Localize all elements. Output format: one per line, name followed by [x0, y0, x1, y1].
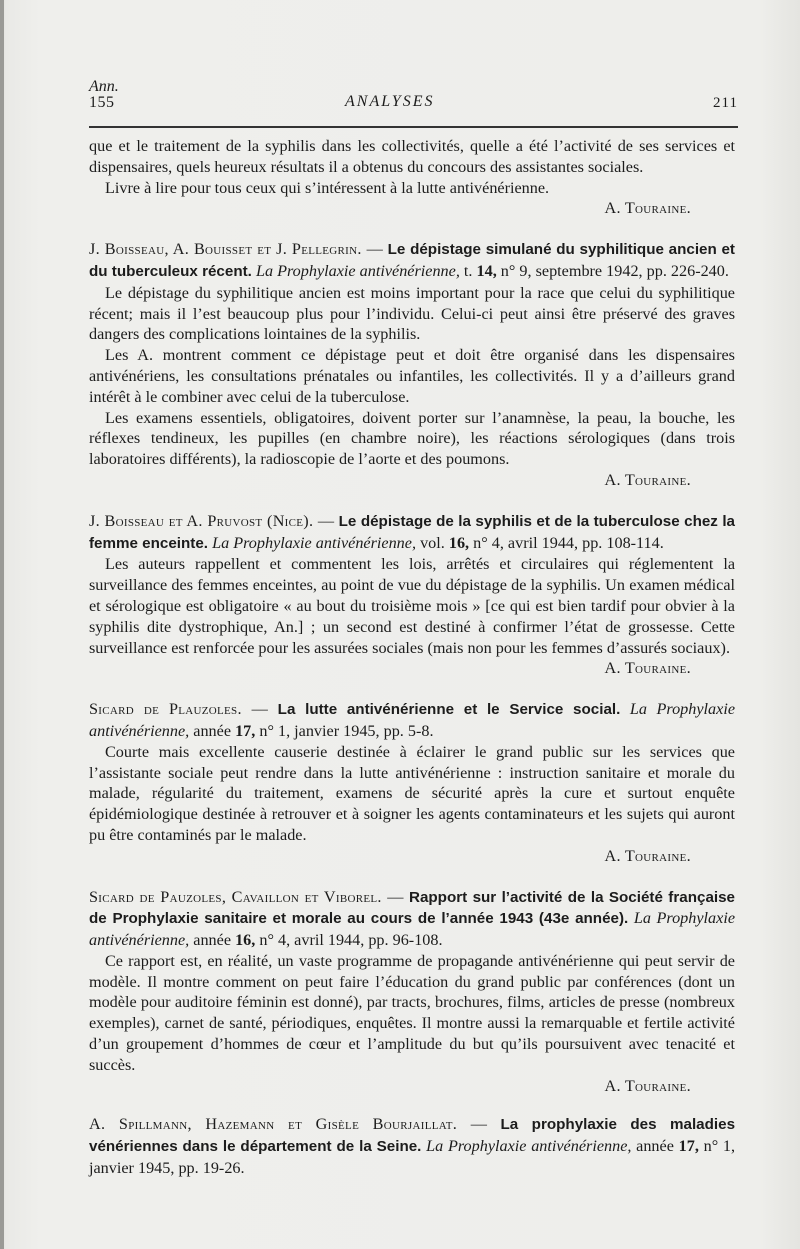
journal-name: La Prophylaxie antivénérienne, [255, 261, 460, 280]
review-paragraph: Courte mais excellente causerie destinée à éclairer le grand public sur les services que l’assistante sociale peut rendre dans la lutte antivénérienne : instruction sanitaire et morale du malade, régularité du traitement, examens de sécurité après la cure et surtout enquête épidémiologique destinée à retrouver et à soigner les agents contaminateurs et les sujets qui auront pu être contaminés par le malade. [89, 742, 735, 844]
intro-closing: Livre à lire pour tous ceux qui s’intéressent à la lutte antivénérienne. [105, 178, 550, 197]
volume-prefix: année [636, 1137, 674, 1156]
volume-number: 155 [89, 94, 115, 111]
review-paragraph: Les auteurs rappellent et commentent les lois, arrêtés et circulaires qui réglementent la surveillance des femmes enceintes, au point de vue du dépistage de la syphilis. Un examen médical et sérologique est obligatoire « au bout du troisième mois » [ce qui est bien tardif pour obvier à la syphilis dite dystrophique, An.] ; un second est destiné à confirmer l’état de grossesse. Cette surveillance est renforcée pour les assurées sociales (mais non pour les femmes d’assurés sociaux). [89, 555, 735, 657]
article-authors: Sicard de Plauzoles. — [89, 700, 269, 719]
volume-prefix: année [193, 931, 232, 950]
review-article [89, 699, 735, 866]
page-body [89, 136, 735, 1179]
review-paragraph: Ce rapport est, en réalité, un vaste programme de propagande antivénérienne qui peut servir de modèle. Il montre comment on peut faire l’éducation du grand public par conférences (dont un modèle pour auditoire féminin est donné), par tracts, brochures, films, articles de presse (nombreux exemples), carnet de santé, périodiques, enquêtes. Il montre aussi la remarquable et fertile activité d’un groupement d’hommes de cœur et l’amplitude du but qu’ils poursuivent avec tenacité et succès. [89, 951, 735, 1074]
intro-review-tail [89, 136, 735, 219]
volume-number: 17, [678, 1137, 699, 1156]
issue-details: n° 4, avril 1944, pp. 96-108. [259, 931, 443, 950]
volume-prefix: vol. [420, 533, 445, 552]
issue-details: n° 4, avril 1944, pp. 108-114. [473, 533, 664, 552]
review-article [89, 239, 735, 491]
page-number: 211 [713, 95, 738, 111]
review-paragraph: Les examens essentiels, obligatoires, doivent porter sur l’anamnèse, la peau, la bouche, les réflexes tendineux, les pupilles (en chambre noire), les réactions sérologiques (dans trois laboratoires différents), la radioscopie de l’aorte et des poumons. [89, 408, 735, 469]
review-article [89, 887, 735, 1097]
header-rule [89, 126, 738, 128]
review-paragraph: Le dépistage du syphilitique ancien est moins important pour la race que celui du syphilitique récent; mais il l’est beaucoup plus pour l’individu. Celui-ci peut ainsi être préservé des graves dangers des complications lointaines de la syphilis. [89, 283, 735, 344]
article-title: Le dépistage de la syphilis et de la tuberculose chez la femme enceinte. [89, 512, 735, 552]
article-authors: J. Boisseau et A. Pruvost (Nice). — [89, 511, 335, 530]
journal-name: La Prophylaxie antivénérienne, [212, 533, 417, 552]
intro-paragraph: que et le traitement de la syphilis dans les collectivités, quelle a été l’activité de ses services et dispensaires, quels heureux résultats il a obtenus du concours des assistantes sociales. [89, 137, 735, 176]
volume-number: 16, [235, 931, 256, 950]
article-authors: J. Boisseau, A. Bouisset et J. Pellegrin. — [89, 240, 384, 259]
article-reference [89, 699, 735, 742]
issue-details: n° 1, janvier 1945, pp. 5-8. [259, 721, 434, 740]
volume-number: 17, [235, 721, 256, 740]
volume-number: 14, [476, 261, 497, 280]
volume-number: 16, [448, 533, 470, 552]
article-reference [89, 1114, 735, 1178]
reviewer-signature: A. Touraine. [604, 470, 691, 489]
journal-name: La Prophylaxie antivénérienne, [89, 909, 736, 950]
reviewer-signature: A. Touraine. [604, 846, 691, 865]
journal-name: La Prophylaxie antivénérienne, [426, 1137, 632, 1156]
article-title: La lutte antivénérienne et le Service social. [277, 701, 621, 719]
article-reference [89, 239, 735, 283]
journal-name: La Prophylaxie antivénérienne, [89, 700, 736, 740]
annotation-label: Ann. [89, 78, 119, 95]
article-reference [89, 511, 735, 555]
article-authors: A. Spillmann, Hazemann et Gisèle Bourjaillat. — [89, 1115, 488, 1134]
volume-prefix: t. [463, 261, 473, 280]
article-title: La prophylaxie des maladies vénériennes dans le département de la Seine. [89, 1116, 736, 1156]
article-title: Le dépistage simulané du syphilitique ancien et du tuberculeux récent. [89, 241, 735, 280]
reviewer-signature: A. Touraine. [604, 659, 691, 678]
review-article [89, 1114, 735, 1178]
page-spine-edge [0, 0, 4, 1249]
section-title: ANALYSES [345, 93, 435, 110]
issue-details: n° 1, janvier 1945, pp. 19-26. [89, 1137, 736, 1178]
running-header [89, 78, 738, 118]
article-reference [89, 887, 735, 951]
article-authors: Sicard de Pauzoles, Cavaillon et Viborel. — [89, 887, 404, 906]
reviewer-signature: A. Touraine. [604, 199, 691, 218]
review-article [89, 511, 735, 679]
article-title: Rapport sur l’activité de la Société française de Prophylaxie sanitaire et morale au cours de l’année 1943 (43e année). [89, 888, 735, 928]
review-paragraph: Les A. montrent comment ce dépistage peut et doit être organisé dans les dispensaires antivénériens, les consultations prénatales ou infantiles, les collectivités. Il y a d’ailleurs grand intérêt à le combiner avec celui de la tuberculose. [89, 346, 735, 406]
reviewer-signature: A. Touraine. [604, 1076, 691, 1095]
volume-prefix: année [193, 721, 232, 740]
issue-details: n° 9, septembre 1942, pp. 226-240. [500, 261, 729, 280]
